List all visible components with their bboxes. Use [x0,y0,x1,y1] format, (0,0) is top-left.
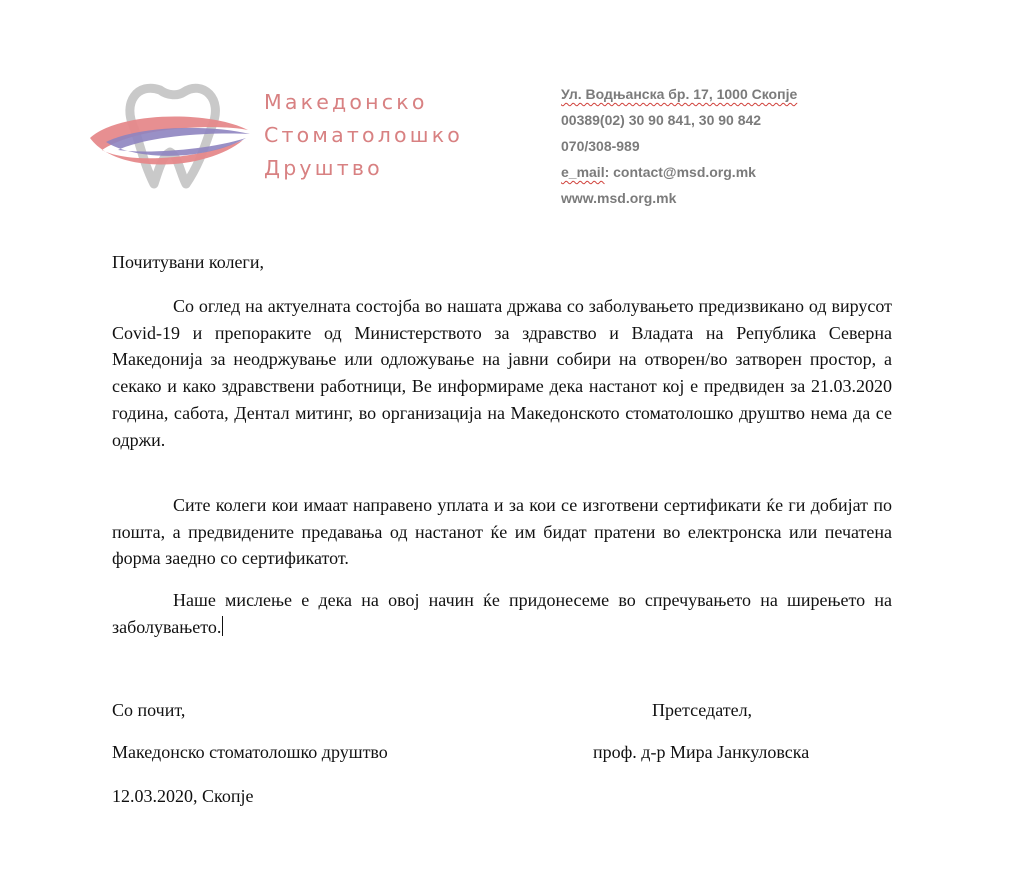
organization-logo-text [264,86,463,185]
letterhead-logo [88,80,488,190]
contact-info [561,81,797,211]
logo-line-2: Стоматолошко [264,123,464,147]
logo-line-1: Македонско [264,90,428,114]
closing-organization: Македонско стоматолошко друштво [112,742,388,762]
tooth-logo-icon [88,80,258,190]
closing-regards: Со почит, [112,700,186,720]
contact-website: www.msd.org.mk [561,190,677,206]
email-label: e_mail [561,164,605,180]
email-value: : contact@msd.org.mk [604,164,756,180]
paragraph-1: Со оглед на актуелната состојба во нашата држава со заболувањето предизвикано од вирусот Covid-19 и препораките од Министерството за здравство и Владата на Република Северна Македонија за неодржување или одложување на јавни собири на отворен/во затворен простор, а секако и како здравствени работници, Ве информираме дека настанот кој е предвиден за 21.03.2020 година, сабота, Дентал митинг, во организација на Македонското стоматолошко друштво нема да се одржи. [112,296,892,450]
signatory-name: проф. д-р Мира Јанкуловска [593,742,810,762]
salutation: Почитувани колеги, [112,252,264,272]
paragraph-2: Сите колеги кои имаат направено уплата и за кои се изготвени сертификати ќе ги добијат по пошта, а предвидените предавања од настанот ќе им бидат пратени во електронска или печатена форма заедно со сертификатот. [112,495,892,569]
closing-date-place: 12.03.2020, Скопје [112,786,254,806]
contact-mobile: 070/308-989 [561,138,640,154]
contact-address: Ул. Водњанска бр. 17, 1000 Скопје [561,86,798,102]
paragraph-3-text: Наше мислење е дека на овој начин ќе придонесеме во спречувањето на ширењето на заболувањето. [112,590,892,637]
contact-phone: 00389(02) 30 90 841, 30 90 842 [561,112,762,128]
logo-line-3: Друштво [264,156,383,180]
paragraph-3 [112,587,892,640]
contact-email [561,159,797,185]
text-cursor[interactable] [222,616,223,636]
signatory-title: Претседател, [652,700,753,720]
